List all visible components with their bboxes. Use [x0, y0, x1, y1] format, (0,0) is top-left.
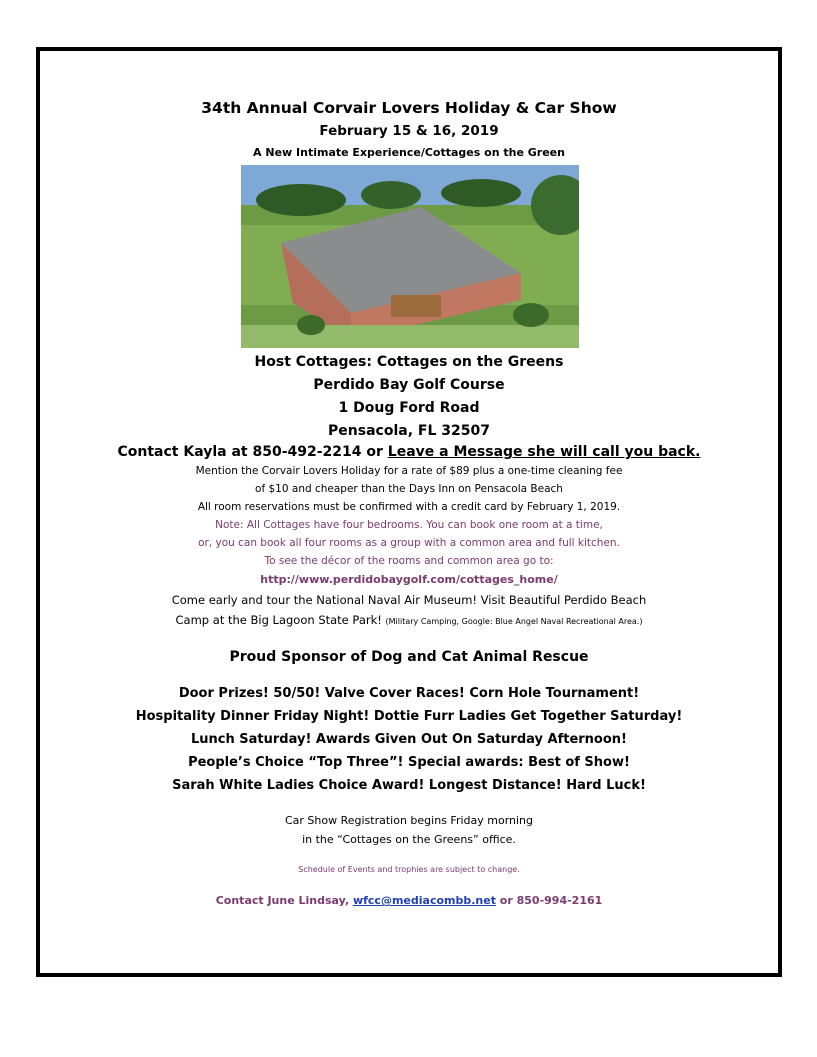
email-link[interactable]: wfcc@mediacombb.net [352, 894, 496, 907]
note-line-2: or, you can book all four rooms as a group with a common area and full kitchen. [198, 537, 620, 549]
camp-text: Camp at the Big Lagoon State Park! [175, 613, 386, 627]
camp-note: (Military Camping, Google: Blue Angel Naval Recreational Area.) [385, 617, 643, 626]
registration-line-1: Car Show Registration begins Friday morning [284, 814, 534, 827]
tagline: A New Intimate Experience/Cottages on the Green [253, 146, 565, 159]
contact-june-phone: or 850-994-2161 [495, 894, 603, 907]
events-line-5: Sarah White Ladies Choice Award! Longest Distance! Hard Luck! [172, 778, 646, 793]
museum-line: Come early and tour the National Naval Air Museum! Visit Beautiful Perdido Beach [171, 593, 647, 607]
rate-line-3: All room reservations must be confirmed with a credit card by February 1, 2019. [197, 501, 621, 513]
schedule-note: Schedule of Events and trophies are subject to change. [298, 865, 520, 874]
note-line-1: Note: All Cottages have four bedrooms. You can book one room at a time, [215, 519, 603, 531]
host-line-1: Host Cottages: Cottages on the Greens [254, 354, 564, 370]
cottage-photo [241, 165, 579, 348]
host-line-2: Perdido Bay Golf Course [313, 377, 505, 393]
contact-kayla-text: Contact Kayla at 850-492-2214 or [117, 444, 388, 460]
contact-kayla [36, 444, 782, 460]
host-line-4: Pensacola, FL 32507 [328, 423, 490, 439]
events-line-4: People’s Choice “Top Three”! Special awards: Best of Show! [188, 755, 630, 770]
contact-june-text: Contact June Lindsay, [215, 894, 353, 907]
rate-line-1: Mention the Corvair Lovers Holiday for a rate of $89 plus a one-time cleaning fee [195, 465, 623, 477]
event-dates: February 15 & 16, 2019 [319, 123, 499, 139]
flyer-title: 34th Annual Corvair Lovers Holiday & Car Show [201, 99, 617, 117]
leave-message-text: Leave a Message she will call you back. [387, 444, 701, 460]
events-line-2: Hospitality Dinner Friday Night! Dottie Furr Ladies Get Together Saturday! [135, 709, 683, 724]
host-line-3: 1 Doug Ford Road [338, 400, 480, 416]
events-line-1: Door Prizes! 50/50! Valve Cover Races! Corn Hole Tournament! [178, 686, 640, 701]
registration-line-2: in the “Cottages on the Greens” office. [302, 833, 516, 846]
contact-june [36, 894, 782, 907]
rate-line-2: of $10 and cheaper than the Days Inn on Pensacola Beach [255, 483, 563, 495]
note-line-3: To see the décor of the rooms and common area go to: [264, 555, 554, 567]
cottages-url[interactable]: http://www.perdidobaygolf.com/cottages_home/ [260, 573, 558, 586]
camp-line [36, 613, 782, 627]
events-line-3: Lunch Saturday! Awards Given Out On Saturday Afternoon! [191, 732, 627, 747]
sponsor-line: Proud Sponsor of Dog and Cat Animal Rescue [229, 649, 589, 665]
